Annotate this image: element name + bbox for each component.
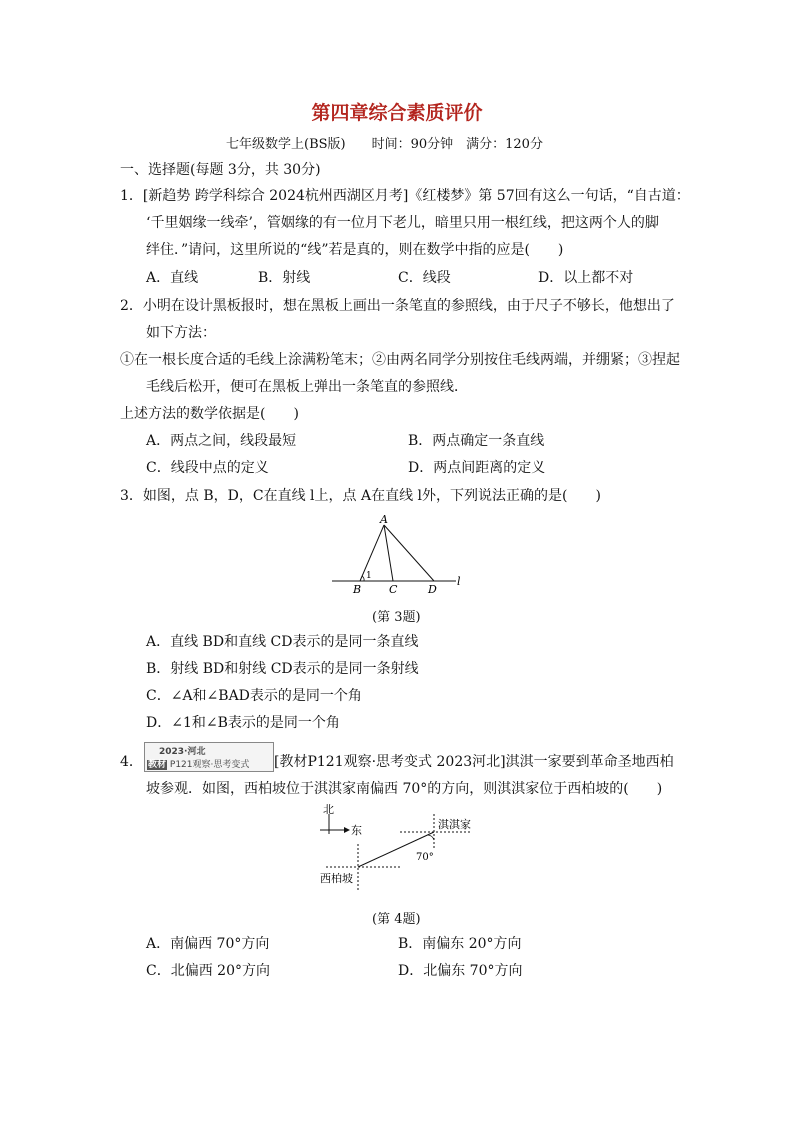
q2-option-c: C．线段中点的定义 [146, 460, 269, 476]
q3-caption: (第 3题) [372, 610, 421, 625]
q1-line1: 1．[新趋势 跨学科综合 2024杭州西湖区月考]《红楼梦》第 57回有这么一句话，“自古道： [120, 188, 690, 204]
q2-line3: ①在一根长度合适的毛线上涂满粉笔末；②由两名同学分别按住毛线两端，并绷紧；③捏起 [120, 352, 680, 368]
q4-option-a: A．南偏西 70°方向 [146, 936, 270, 952]
q1-option-b: B．射线 [258, 270, 311, 286]
q3-option-a: A．直线 BD和直线 CD表示的是同一条直线 [146, 634, 419, 650]
section-heading: 一、选择题(每题 3分，共 30分) [120, 162, 321, 178]
q2-option-b: B．两点确定一条直线 [408, 433, 545, 449]
q3-label-l: l [457, 575, 461, 588]
q4-caption: (第 4题) [372, 912, 421, 927]
q3-label-a: A [380, 513, 388, 526]
east-arrow-icon [344, 827, 350, 833]
q1-line2: ‘千里姻缘一线牵’，管姻缘的有一位月下老儿，暗里只用一根红线，把这两个人的脚 [146, 215, 659, 231]
textbook-badge [144, 742, 274, 772]
q4-figure [312, 802, 512, 898]
q2-line1: 2．小明在设计黑板报时，想在黑板上画出一条笔直的参照线，由于尺子不够长，他想出了 [120, 298, 675, 314]
q4-number: 4． [120, 754, 143, 770]
q2-option-d: D．两点间距离的定义 [408, 460, 546, 476]
q3-label-b: B [353, 583, 362, 596]
q1-line3: 绊住．”请问，这里所说的“线”若是真的，则在数学中指的应是( ) [146, 242, 564, 258]
q4-angle-label: 70° [416, 852, 434, 863]
q1-option-d: D．以上都不对 [538, 270, 634, 286]
q3-option-d: D．∠1和∠B表示的是同一个角 [146, 715, 340, 731]
q4-option-c: C．北偏西 20°方向 [146, 963, 270, 979]
exam-meta: 七年级数学上(BS版) 时间：90分钟 满分：120分 [226, 137, 543, 152]
q4-option-d: D．北偏东 70°方向 [398, 963, 523, 979]
q4-home-label: 淇淇家 [438, 818, 471, 831]
q3-option-b: B．射线 BD和射线 CD表示的是同一条射线 [146, 661, 419, 677]
q4-north-label: 北 [323, 803, 334, 816]
q3-label-angle: 1 [366, 571, 372, 581]
badge-tag: 教材 [148, 760, 167, 770]
q3-label-d: D [428, 583, 437, 596]
q3-figure [326, 512, 470, 596]
q2-line4: 毛线后松开，便可在黑板上弹出一条笔直的参照线． [146, 379, 468, 395]
q4-xibaipo-label: 西柏坡 [320, 872, 353, 885]
q4-east-label: 东 [351, 824, 362, 837]
q3-line1: 3．如图，点 B，D，C在直线 l上，点 A在直线 l外，下列说法正确的是( ) [120, 488, 601, 504]
q4-line2: 坡参观．如图，西柏坡位于淇淇家南偏西 70°的方向，则淇淇家位于西柏坡的( ) [146, 781, 663, 797]
page-title: 第四章综合素质评价 [311, 102, 483, 124]
q2-option-a: A．两点之间，线段最短 [146, 433, 297, 449]
q3-label-c: C [389, 583, 398, 596]
badge-source: 2023·河北 [159, 747, 206, 757]
q2-line5: 上述方法的数学依据是( ) [120, 406, 299, 422]
badge-ref: P121观察·思考变式 [169, 760, 250, 770]
q4-line1: [教材P121观察·思考变式 2023河北]淇淇一家要到革命圣地西柏 [274, 754, 674, 770]
q1-option-a: A．直线 [146, 270, 199, 286]
q1-option-c: C．线段 [398, 270, 451, 286]
q2-line2: 如下方法： [146, 325, 216, 341]
q4-option-b: B．南偏东 20°方向 [398, 936, 522, 952]
q3-option-c: C．∠A和∠BAD表示的是同一个角 [146, 688, 362, 704]
